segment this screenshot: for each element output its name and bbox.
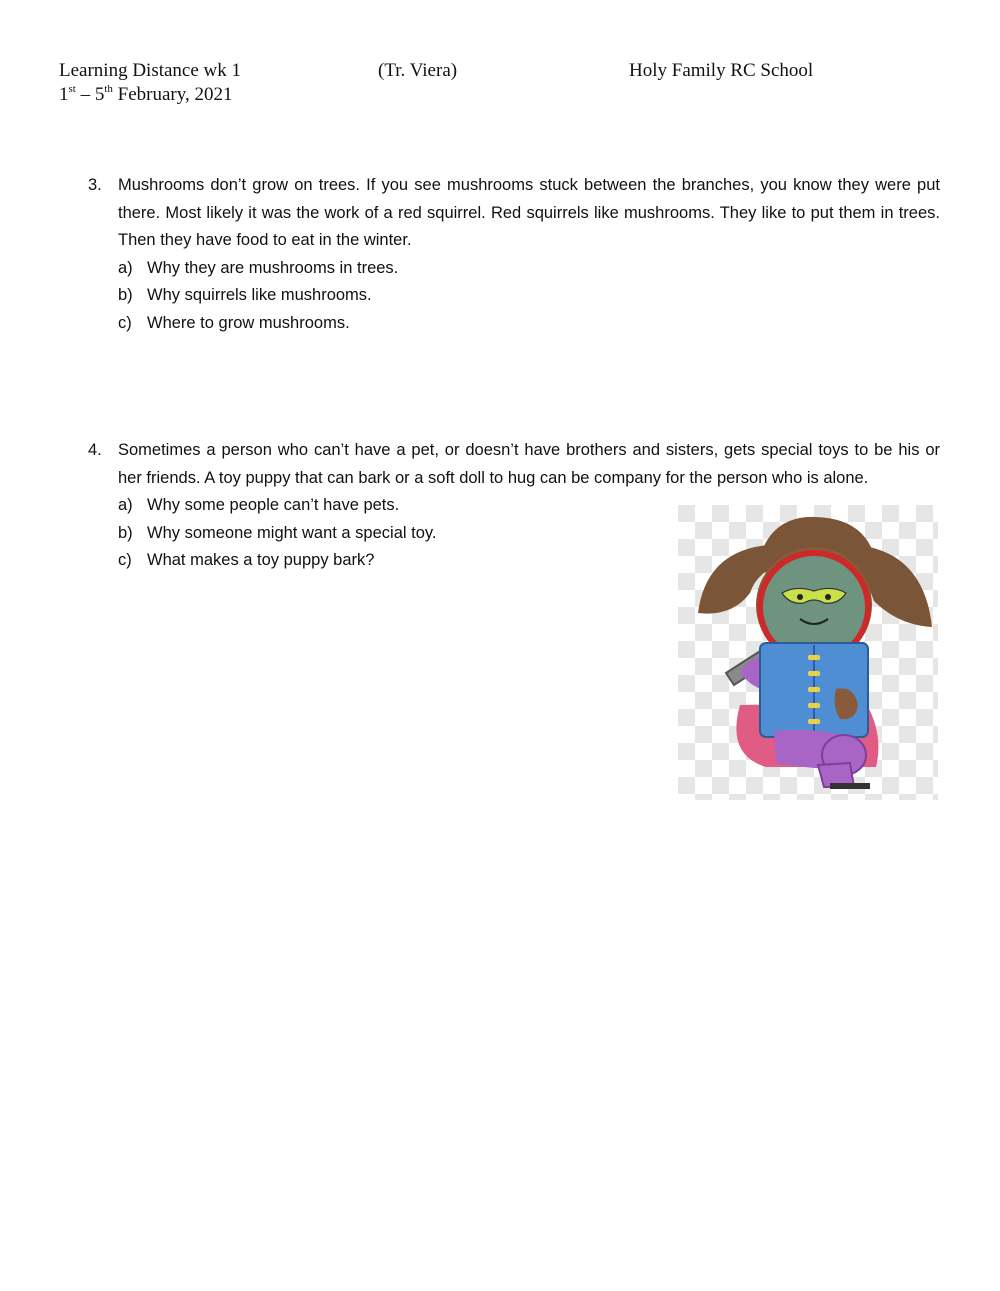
option-text: Where to grow mushrooms.	[147, 313, 350, 332]
option-letter: c)	[118, 313, 132, 332]
option-text: Why squirrels like mushrooms.	[147, 286, 372, 304]
question-passage: Sometimes a person who can’t have a pet, or doesn’t have brothers and sisters, gets special toys to be his or her friends. A toy puppy that can bark or a soft doll to hug can be company for the person who is alone.	[118, 441, 940, 487]
teacher-name: (Tr. Viera)	[378, 60, 458, 81]
option-a	[118, 255, 940, 283]
question-3	[88, 172, 940, 337]
question-number: 3.	[88, 176, 102, 194]
option-letter: a)	[118, 258, 133, 277]
option-text: Why some people can’t have pets.	[147, 496, 400, 514]
girl-reading-with-magnifying-glass-icon	[678, 505, 938, 800]
shadow	[830, 783, 870, 789]
option-letter: a)	[118, 496, 133, 514]
left-eye	[797, 594, 803, 600]
question-passage: Mushrooms don’t grow on trees. If you see mushrooms stuck between the branches, you know they were put there. Most likely it was the work of a red squirrel. Red squirrels like mushrooms. They like to put them in trees. Then they have food to eat in the winter.	[118, 176, 940, 249]
option-letter: c)	[118, 551, 132, 569]
option-c	[118, 310, 940, 338]
question-number: 4.	[88, 441, 102, 459]
course-title: Learning Distance wk 1	[59, 60, 242, 81]
date-range: 1st – 5th February, 2021	[59, 82, 233, 105]
option-text: What makes a toy puppy bark?	[147, 551, 375, 569]
option-b	[118, 282, 940, 310]
option-text: Why someone might want a special toy.	[147, 523, 437, 542]
school-name: Holy Family RC School	[629, 60, 814, 81]
option-text: Why they are mushrooms in trees.	[147, 258, 399, 277]
option-letter: b)	[118, 286, 133, 304]
right-eye	[825, 594, 831, 600]
option-letter: b)	[118, 523, 133, 542]
